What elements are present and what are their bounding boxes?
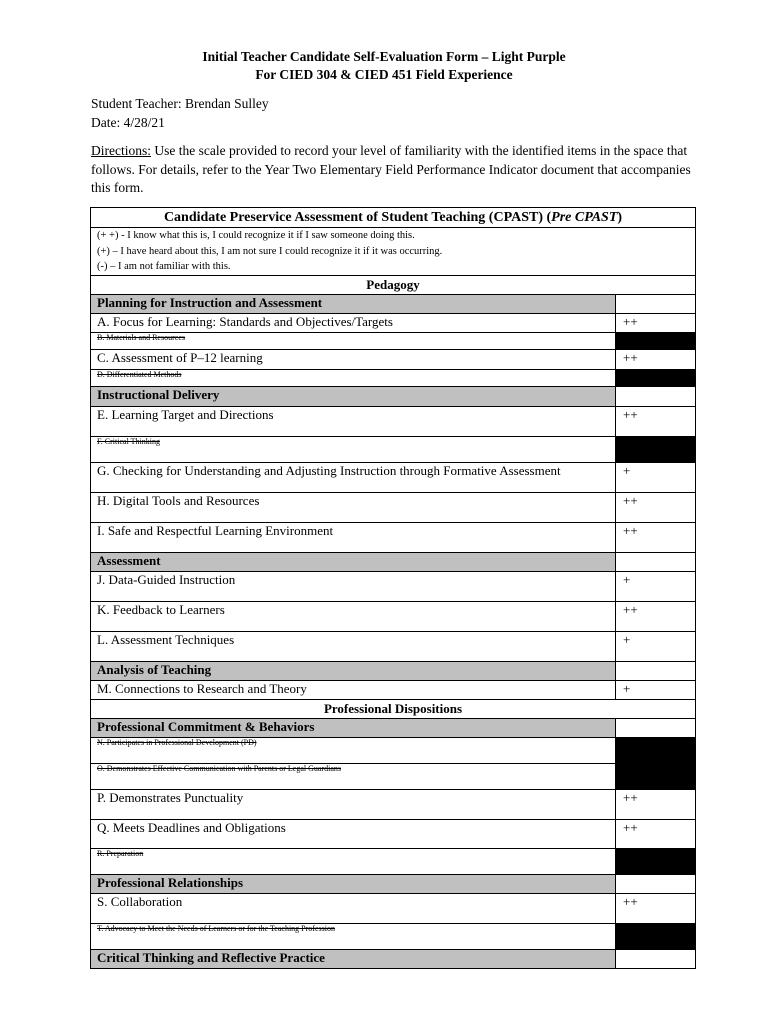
rating-cell	[616, 386, 696, 406]
table-row	[91, 349, 696, 369]
section-label: Critical Thinking and Reflective Practice	[91, 949, 616, 968]
directions	[91, 142, 691, 198]
legend-item: (-) – I am not familiar with this.	[97, 261, 231, 272]
section-label: Assessment	[91, 552, 616, 571]
item-label: P. Demonstrates Punctuality	[91, 789, 616, 819]
table-row	[91, 848, 696, 874]
rating-cell: ++	[616, 789, 696, 819]
rating-cell: +	[616, 571, 696, 601]
table-row	[91, 893, 696, 923]
section-label: Planning for Instruction and Assessment	[91, 294, 616, 313]
section-label: Instructional Delivery	[91, 386, 616, 406]
table-row	[91, 369, 696, 386]
table-row	[91, 949, 696, 968]
section-label: Analysis of Teaching	[91, 661, 616, 680]
item-label: M. Connections to Research and Theory	[91, 680, 616, 699]
rating-cell	[616, 661, 696, 680]
item-label: G. Checking for Understanding and Adjusting Instruction through Formative Assessment	[91, 462, 616, 492]
item-label: J. Data-Guided Instruction	[91, 571, 616, 601]
table-row	[91, 699, 696, 718]
table-row	[91, 522, 696, 552]
form-title: Initial Teacher Candidate Self-Evaluation Form – Light Purple	[202, 49, 566, 64]
item-label: A. Focus for Learning: Standards and Objectives/Targets	[91, 313, 616, 332]
rating-cell: ++	[616, 819, 696, 848]
table-row	[91, 874, 696, 893]
rating-cell	[616, 923, 696, 949]
table-row	[91, 923, 696, 949]
cpast-table	[90, 207, 696, 969]
item-label: O. Demonstrates Effective Communication with Parents or Legal Guardians	[91, 763, 616, 789]
item-label: T. Advocacy to Meet the Needs of Learners or for the Teaching Profession	[91, 923, 616, 949]
student-teacher: Student Teacher: Brendan Sulley	[91, 96, 269, 111]
rating-cell	[616, 763, 696, 789]
legend-item: (+) – I have heard about this, I am not sure I could recognize it if it was occurring.	[97, 245, 443, 257]
rating-cell	[616, 552, 696, 571]
scale-legend	[91, 228, 696, 276]
table-row	[91, 819, 696, 848]
table-row	[91, 661, 696, 680]
item-label: L. Assessment Techniques	[91, 631, 616, 661]
rating-cell: +	[616, 631, 696, 661]
rating-cell: ++	[616, 601, 696, 631]
table-row	[91, 436, 696, 462]
item-label: I. Safe and Respectful Learning Environment	[91, 522, 616, 552]
rating-cell	[616, 949, 696, 968]
rating-cell: ++	[616, 349, 696, 369]
pedagogy-heading: Pedagogy	[91, 275, 696, 294]
table-row	[91, 406, 696, 436]
rating-cell	[616, 332, 696, 349]
rating-cell	[616, 737, 696, 763]
section-label: Professional Commitment & Behaviors	[91, 718, 616, 737]
table-row	[91, 718, 696, 737]
legend-item: (+ +) - I know what this is, I could recognize it if I saw someone doing this.	[97, 230, 415, 241]
table-row	[91, 737, 696, 763]
item-label: H. Digital Tools and Resources	[91, 492, 616, 522]
item-label: C. Assessment of P–12 learning	[91, 349, 616, 369]
rating-cell	[616, 294, 696, 313]
table-row	[91, 552, 696, 571]
rating-cell	[616, 718, 696, 737]
table-row	[91, 462, 696, 492]
item-label: D. Differentiated Methods	[91, 369, 616, 386]
table-row	[91, 313, 696, 332]
directions-heading: Directions:	[91, 143, 151, 158]
item-label: F. Critical Thinking	[91, 436, 616, 462]
table-row	[91, 332, 696, 349]
table-row	[91, 680, 696, 699]
dispositions-heading: Professional Dispositions	[91, 699, 696, 718]
item-label: Q. Meets Deadlines and Obligations	[91, 819, 616, 848]
rating-cell: ++	[616, 313, 696, 332]
rating-cell: ++	[616, 893, 696, 923]
table-row	[91, 763, 696, 789]
table-row	[91, 492, 696, 522]
item-label: E. Learning Target and Directions	[91, 406, 616, 436]
rating-cell: +	[616, 462, 696, 492]
item-label: S. Collaboration	[91, 893, 616, 923]
rating-cell	[616, 436, 696, 462]
table-row	[91, 571, 696, 601]
rating-cell	[616, 874, 696, 893]
item-label: R. Preparation	[91, 848, 616, 874]
directions-text: Use the scale provided to record your level of familiarity with the identified items in the space that follows. For details, refer to the Year Two Elementary Field Performance Indicator document that accompanies this form.	[91, 143, 691, 195]
rating-cell: ++	[616, 406, 696, 436]
rating-cell	[616, 369, 696, 386]
rating-cell	[616, 848, 696, 874]
date: Date: 4/28/21	[91, 115, 165, 130]
rating-cell: ++	[616, 492, 696, 522]
rating-cell: ++	[616, 522, 696, 552]
item-label: N. Participates in Professional Development (PD)	[91, 737, 616, 763]
item-label: K. Feedback to Learners	[91, 601, 616, 631]
table-row	[91, 789, 696, 819]
table-row	[91, 631, 696, 661]
table-title: Candidate Preservice Assessment of Student Teaching (CPAST) (Pre CPAST)	[91, 208, 696, 228]
rating-cell: +	[616, 680, 696, 699]
form-subtitle: For CIED 304 & CIED 451 Field Experience	[255, 67, 513, 82]
table-row	[91, 386, 696, 406]
table-row	[91, 294, 696, 313]
table-row	[91, 601, 696, 631]
item-label: B. Materials and Resources	[91, 332, 616, 349]
section-label: Professional Relationships	[91, 874, 616, 893]
